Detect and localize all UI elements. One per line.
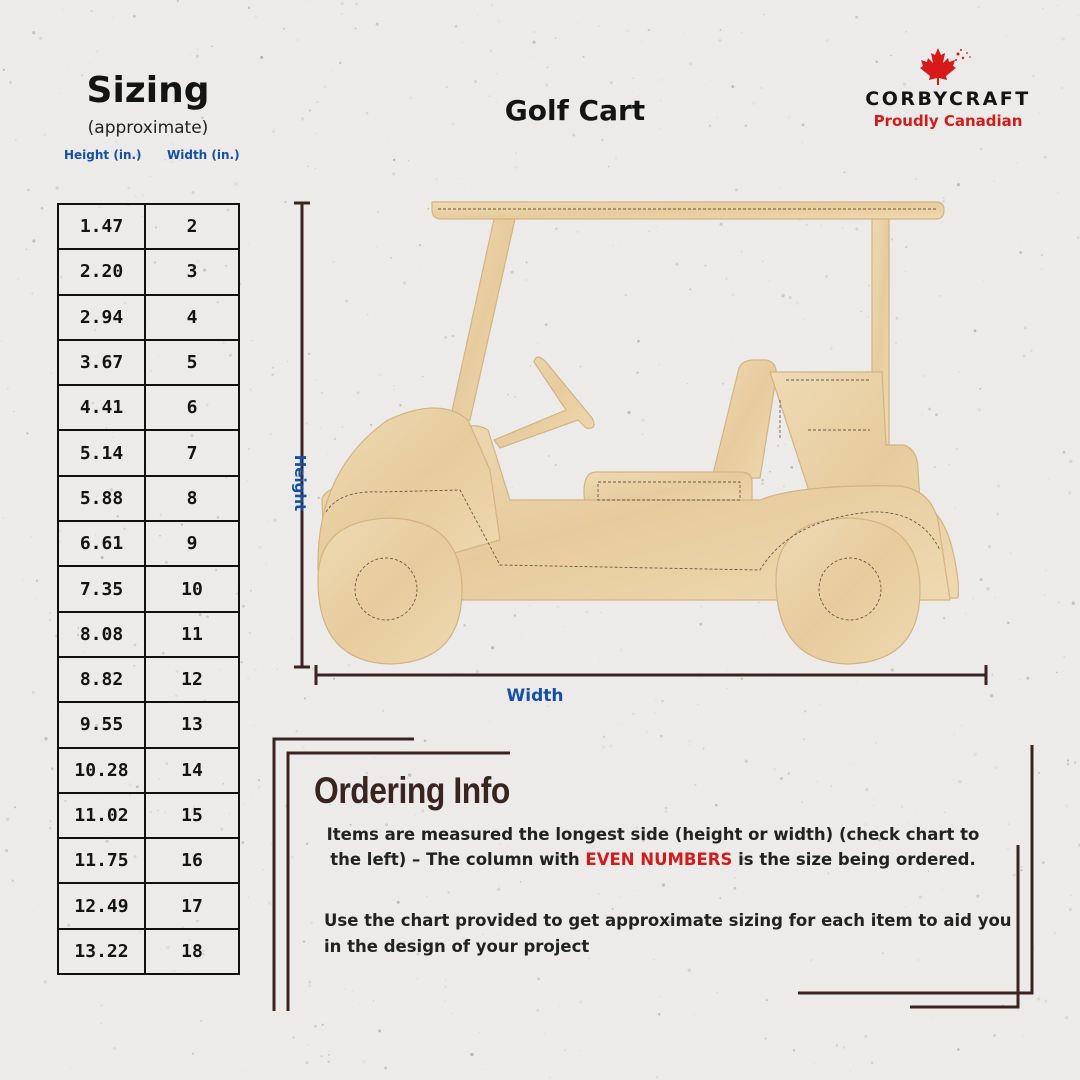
height-cell: 1.47 — [58, 204, 145, 249]
sizing-title: Sizing — [86, 70, 210, 111]
table-row — [58, 295, 239, 340]
brand-tagline: Proudly Canadian — [873, 112, 1023, 130]
table-row — [58, 612, 239, 657]
height-cell: 6.61 — [58, 521, 145, 566]
table-row — [58, 929, 239, 974]
width-cell: 10 — [145, 566, 239, 611]
table-row — [58, 204, 239, 249]
golf-cart-image — [300, 190, 980, 670]
table-row — [58, 748, 239, 793]
table-row — [58, 430, 239, 475]
height-cell: 8.82 — [58, 657, 145, 702]
table-row — [58, 249, 239, 294]
table-row — [58, 702, 239, 747]
width-cell: 13 — [145, 702, 239, 747]
width-cell: 4 — [145, 295, 239, 340]
height-cell: 4.41 — [58, 385, 145, 430]
width-column-header: Width (in.) — [167, 148, 240, 162]
height-column-header: Height (in.) — [64, 148, 142, 162]
width-cell: 6 — [145, 385, 239, 430]
ordering-paragraph-1 — [318, 822, 988, 872]
product-title: Golf Cart — [504, 94, 646, 127]
height-cell: 13.22 — [58, 929, 145, 974]
even-numbers-highlight: EVEN NUMBERS — [585, 850, 733, 869]
height-cell: 11.75 — [58, 838, 145, 883]
table-row — [58, 521, 239, 566]
height-cell: 7.35 — [58, 566, 145, 611]
ordering-title: Ordering Info — [314, 770, 510, 811]
width-cell: 7 — [145, 430, 239, 475]
width-label: Width — [506, 686, 564, 706]
height-cell: 8.08 — [58, 612, 145, 657]
table-row — [58, 883, 239, 928]
height-cell: 2.94 — [58, 295, 145, 340]
width-cell: 15 — [145, 793, 239, 838]
table-row — [58, 793, 239, 838]
table-row — [58, 340, 239, 385]
height-cell: 5.88 — [58, 476, 145, 521]
height-cell: 10.28 — [58, 748, 145, 793]
width-cell: 14 — [145, 748, 239, 793]
width-cell: 17 — [145, 883, 239, 928]
ordering-paragraph-2: Use the chart provided to get approximate sizing for each item to aid you in the design of your project — [324, 911, 1012, 956]
width-cell: 16 — [145, 838, 239, 883]
width-cell: 12 — [145, 657, 239, 702]
width-cell: 11 — [145, 612, 239, 657]
table-row — [58, 385, 239, 430]
height-cell: 2.20 — [58, 249, 145, 294]
width-cell: 5 — [145, 340, 239, 385]
width-cell: 9 — [145, 521, 239, 566]
maple-leaf-icon — [918, 46, 980, 86]
table-row — [58, 838, 239, 883]
table-row — [58, 657, 239, 702]
height-cell: 3.67 — [58, 340, 145, 385]
height-cell: 12.49 — [58, 883, 145, 928]
width-cell: 3 — [145, 249, 239, 294]
height-cell: 5.14 — [58, 430, 145, 475]
sizing-table — [57, 203, 240, 975]
width-cell: 8 — [145, 476, 239, 521]
width-cell: 2 — [145, 204, 239, 249]
height-label: Height — [291, 454, 309, 512]
height-cell: 11.02 — [58, 793, 145, 838]
ordering-p1-before: Items are measured the longest side (height or width) (check chart to the left) – The column with — [326, 825, 980, 869]
sizing-subtitle: (approximate) — [87, 118, 209, 138]
height-cell: 9.55 — [58, 702, 145, 747]
table-row — [58, 476, 239, 521]
width-cell: 18 — [145, 929, 239, 974]
table-row — [58, 566, 239, 611]
ordering-p1-after: is the size being ordered. — [732, 850, 976, 869]
brand-name: CORBYCRAFT — [865, 88, 1031, 110]
